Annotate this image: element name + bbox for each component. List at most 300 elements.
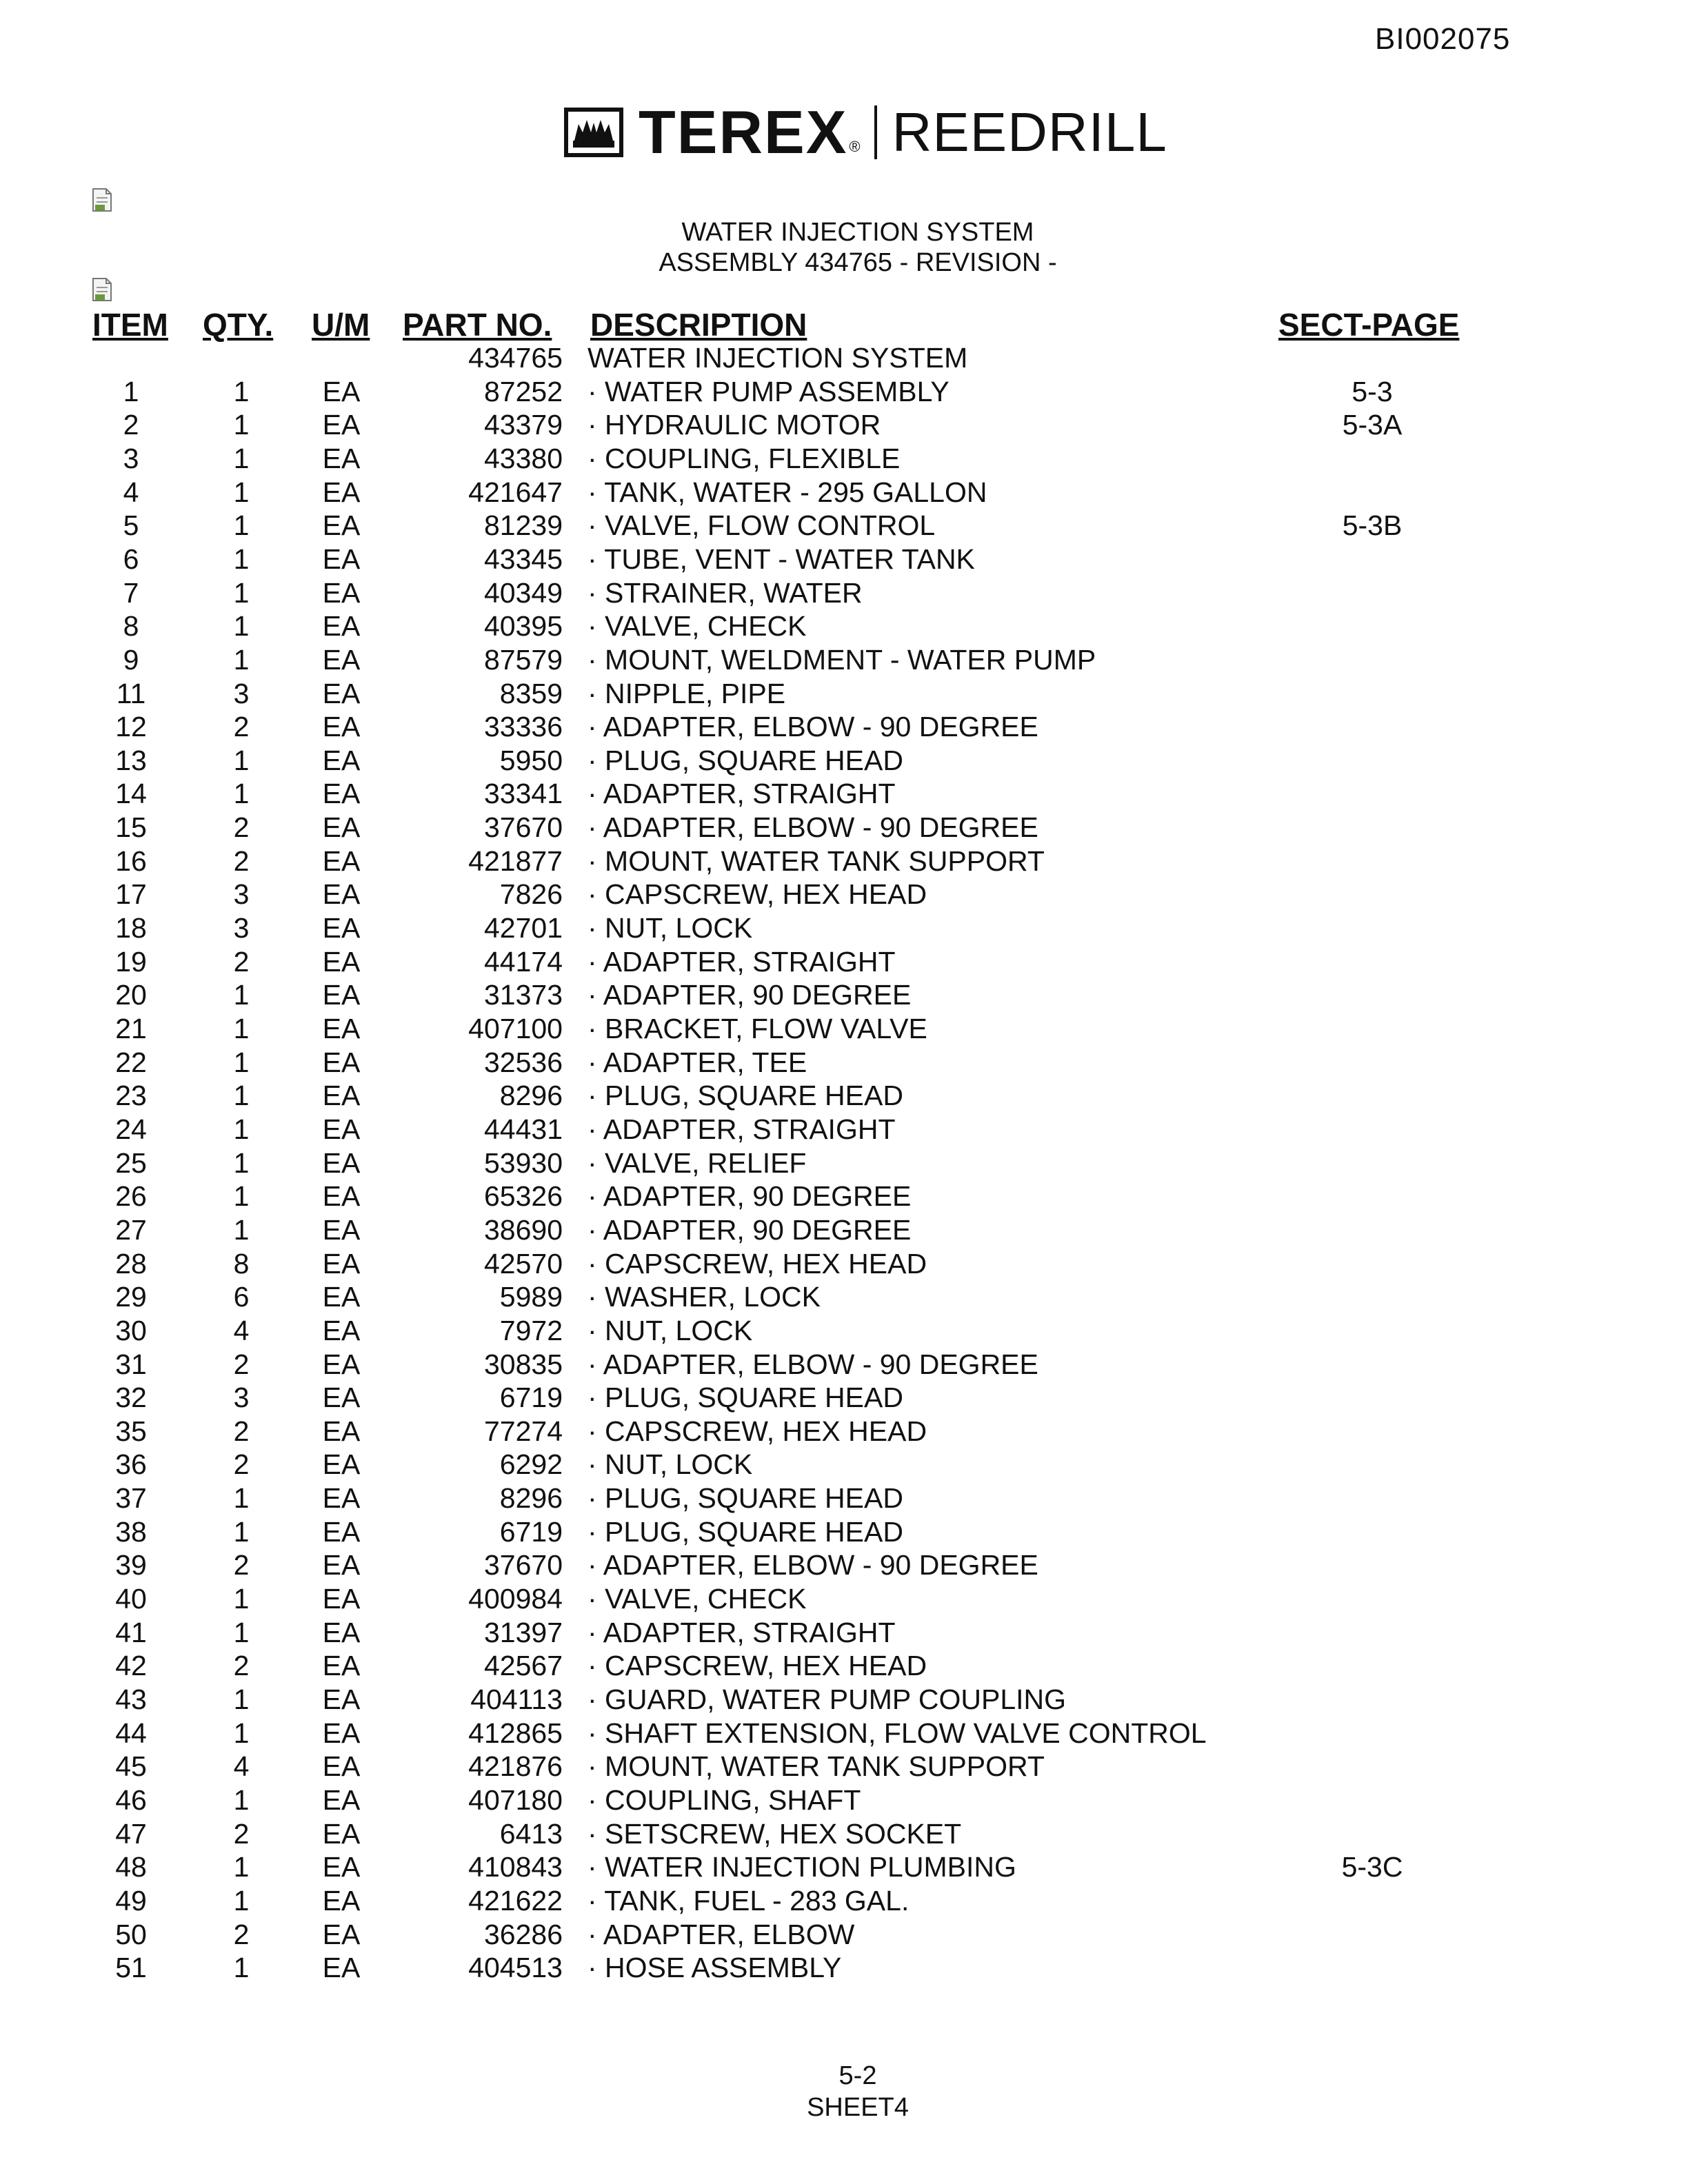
quantity: 1 <box>233 1784 250 1816</box>
item-number: 44 <box>115 1717 147 1749</box>
table-row <box>0 1919 1688 1952</box>
description: · MOUNT, WELDMENT - WATER PUMP <box>587 644 1096 676</box>
description: · ADAPTER, ELBOW - 90 DEGREE <box>587 711 1038 742</box>
description: · VALVE, RELIEF <box>587 1147 807 1179</box>
part-number: 81239 <box>483 509 563 541</box>
unit-of-measure: EA <box>322 1013 361 1044</box>
quantity: 3 <box>233 878 250 910</box>
description: · ADAPTER, 90 DEGREE <box>587 1180 912 1212</box>
part-number: 434765 <box>468 342 563 374</box>
unit-of-measure: EA <box>322 878 361 910</box>
description: · NUT, LOCK <box>587 912 753 944</box>
unit-of-measure: EA <box>322 610 361 642</box>
unit-of-measure: EA <box>322 1415 361 1447</box>
table-row <box>0 1448 1688 1482</box>
document-subtitle: ASSEMBLY 434765 - REVISION - <box>659 248 1057 277</box>
item-number: 15 <box>115 811 147 843</box>
sect-page: 5-3C <box>1341 1851 1403 1883</box>
quantity: 2 <box>233 1348 250 1380</box>
item-number: 51 <box>115 1952 147 1983</box>
part-number: 407100 <box>468 1013 563 1044</box>
unit-of-measure: EA <box>322 644 361 676</box>
description: · ADAPTER, ELBOW - 90 DEGREE <box>587 1348 1038 1380</box>
quantity: 1 <box>233 1113 250 1145</box>
item-number: 38 <box>115 1516 147 1548</box>
unit-of-measure: EA <box>322 1448 361 1480</box>
description: · VALVE, CHECK <box>587 1583 807 1615</box>
unit-of-measure: EA <box>322 1147 361 1179</box>
unit-of-measure: EA <box>322 678 361 709</box>
unit-of-measure: EA <box>322 1851 361 1883</box>
quantity: 1 <box>233 1180 250 1212</box>
quantity: 4 <box>233 1315 250 1346</box>
part-number: 53930 <box>483 1147 563 1179</box>
part-number: 421876 <box>468 1750 563 1782</box>
description: · WATER PUMP ASSEMBLY <box>587 376 950 407</box>
table-row <box>0 1650 1688 1684</box>
description: · TANK, WATER - 295 GALLON <box>587 476 987 508</box>
description: · WATER INJECTION PLUMBING <box>587 1851 1016 1883</box>
quantity: 1 <box>233 979 250 1011</box>
part-number: 40395 <box>483 610 563 642</box>
table-row <box>0 1549 1688 1583</box>
item-number: 26 <box>115 1180 147 1212</box>
unit-of-measure: EA <box>322 1885 361 1917</box>
table-row <box>0 1482 1688 1516</box>
item-number: 3 <box>123 443 139 474</box>
item-number: 24 <box>115 1113 147 1145</box>
part-number: 6719 <box>499 1516 563 1548</box>
quantity: 1 <box>233 778 250 809</box>
quantity: 2 <box>233 1549 250 1581</box>
quantity: 1 <box>233 509 250 541</box>
quantity: 1 <box>233 1046 250 1078</box>
part-number: 8296 <box>499 1482 563 1514</box>
unit-of-measure: EA <box>322 1080 361 1111</box>
quantity: 1 <box>233 376 250 407</box>
terex-reedrill-logo <box>564 98 1167 166</box>
table-row <box>0 1583 1688 1617</box>
description: · NUT, LOCK <box>587 1448 753 1480</box>
part-number: 407180 <box>468 1784 563 1816</box>
table-row <box>0 1046 1688 1080</box>
description: · CAPSCREW, HEX HEAD <box>587 1248 927 1280</box>
table-row <box>0 1818 1688 1852</box>
unit-of-measure: EA <box>322 1180 361 1212</box>
table-row <box>0 509 1688 543</box>
part-number: 31397 <box>483 1617 563 1648</box>
quantity: 1 <box>233 644 250 676</box>
item-number: 12 <box>115 711 147 742</box>
table-row <box>0 1784 1688 1818</box>
description: · HOSE ASSEMBLY <box>587 1952 842 1983</box>
unit-of-measure: EA <box>322 1750 361 1782</box>
unit-of-measure: EA <box>322 577 361 609</box>
table-row <box>0 476 1688 510</box>
unit-of-measure: EA <box>322 1046 361 1078</box>
quantity: 2 <box>233 1650 250 1681</box>
part-number: 404513 <box>468 1952 563 1983</box>
column-header-description: DESCRIPTION <box>590 307 807 343</box>
table-row <box>0 1717 1688 1751</box>
description: · TUBE, VENT - WATER TANK <box>587 543 975 575</box>
table-row <box>0 1516 1688 1550</box>
unit-of-measure: EA <box>322 1382 361 1413</box>
part-number: 5950 <box>499 745 563 776</box>
document-title: WATER INJECTION SYSTEM <box>681 218 1034 247</box>
part-number: 421877 <box>468 845 563 877</box>
item-number: 4 <box>123 476 139 508</box>
unit-of-measure: EA <box>322 376 361 407</box>
item-number: 25 <box>115 1147 147 1179</box>
description: · PLUG, SQUARE HEAD <box>587 1516 903 1548</box>
description: · ADAPTER, ELBOW <box>587 1919 855 1950</box>
item-number: 17 <box>115 878 147 910</box>
part-number: 30835 <box>483 1348 563 1380</box>
quantity: 1 <box>233 610 250 642</box>
quantity: 1 <box>233 443 250 474</box>
description: · MOUNT, WATER TANK SUPPORT <box>587 845 1045 877</box>
quantity: 3 <box>233 912 250 944</box>
item-number: 21 <box>115 1013 147 1044</box>
item-number: 5 <box>123 509 139 541</box>
description: · PLUG, SQUARE HEAD <box>587 1382 903 1413</box>
item-number: 6 <box>123 543 139 575</box>
unit-of-measure: EA <box>322 1248 361 1280</box>
unit-of-measure: EA <box>322 1684 361 1715</box>
table-row <box>0 1952 1688 1985</box>
description: · TANK, FUEL - 283 GAL. <box>587 1885 910 1917</box>
table-row <box>0 409 1688 443</box>
table-row <box>0 979 1688 1013</box>
part-number: 6413 <box>499 1818 563 1850</box>
table-row <box>0 577 1688 611</box>
unit-of-measure: EA <box>322 1281 361 1313</box>
table-row <box>0 1750 1688 1784</box>
quantity: 1 <box>233 1516 250 1548</box>
unit-of-measure: EA <box>322 1583 361 1615</box>
item-number: 1 <box>123 376 139 407</box>
description: · CAPSCREW, HEX HEAD <box>587 878 927 910</box>
table-row <box>0 845 1688 879</box>
item-number: 7 <box>123 577 139 609</box>
part-number: 6719 <box>499 1382 563 1413</box>
part-number: 400984 <box>468 1583 563 1615</box>
sect-page: 5-3A <box>1342 409 1403 441</box>
unit-of-measure: EA <box>322 1818 361 1850</box>
terex-emblem-icon <box>564 108 623 157</box>
item-number: 13 <box>115 745 147 776</box>
table-row <box>0 376 1688 410</box>
item-number: 41 <box>115 1617 147 1648</box>
table-row <box>0 342 1688 376</box>
quantity: 8 <box>233 1248 250 1280</box>
part-number: 43379 <box>483 409 563 441</box>
unit-of-measure: EA <box>322 1516 361 1548</box>
part-number: 412865 <box>468 1717 563 1749</box>
unit-of-measure: EA <box>322 1617 361 1648</box>
sect-page: 5-3 <box>1352 376 1393 407</box>
table-row <box>0 543 1688 577</box>
quantity: 1 <box>233 1013 250 1044</box>
table-row <box>0 1382 1688 1415</box>
part-number: 37670 <box>483 1549 563 1581</box>
item-number: 37 <box>115 1482 147 1514</box>
description: · MOUNT, WATER TANK SUPPORT <box>587 1750 1045 1782</box>
unit-of-measure: EA <box>322 543 361 575</box>
quantity: 1 <box>233 1080 250 1111</box>
description: · VALVE, CHECK <box>587 610 807 642</box>
table-row <box>0 610 1688 644</box>
sheet-label: SHEET4 <box>807 2093 909 2122</box>
table-row <box>0 1617 1688 1650</box>
table-row <box>0 678 1688 711</box>
item-number: 14 <box>115 778 147 809</box>
part-number: 42701 <box>483 912 563 944</box>
item-number: 36 <box>115 1448 147 1480</box>
item-number: 35 <box>115 1415 147 1447</box>
item-number: 31 <box>115 1348 147 1380</box>
unit-of-measure: EA <box>322 1113 361 1145</box>
part-number: 37670 <box>483 811 563 843</box>
unit-of-measure: EA <box>322 1214 361 1246</box>
quantity: 2 <box>233 845 250 877</box>
table-row <box>0 1214 1688 1248</box>
document-icon[interactable] <box>91 188 113 212</box>
part-number: 7972 <box>499 1315 563 1346</box>
table-row <box>0 1315 1688 1348</box>
unit-of-measure: EA <box>322 1784 361 1816</box>
table-row <box>0 1147 1688 1181</box>
description: · ADAPTER, STRAIGHT <box>587 946 896 978</box>
unit-of-measure: EA <box>322 1482 361 1514</box>
table-row <box>0 1180 1688 1214</box>
part-number: 42567 <box>483 1650 563 1681</box>
item-number: 9 <box>123 644 139 676</box>
item-number: 42 <box>115 1650 147 1681</box>
part-number: 5989 <box>499 1281 563 1313</box>
part-number: 42570 <box>483 1248 563 1280</box>
table-row <box>0 1415 1688 1449</box>
description: · ADAPTER, TEE <box>587 1046 807 1078</box>
quantity: 1 <box>233 745 250 776</box>
item-number: 23 <box>115 1080 147 1111</box>
part-number: 33336 <box>483 711 563 742</box>
description: · WASHER, LOCK <box>587 1281 821 1313</box>
quantity: 1 <box>233 1214 250 1246</box>
item-number: 49 <box>115 1885 147 1917</box>
unit-of-measure: EA <box>322 979 361 1011</box>
part-number: 421647 <box>468 476 563 508</box>
table-row <box>0 778 1688 811</box>
quantity: 1 <box>233 543 250 575</box>
quantity: 1 <box>233 1147 250 1179</box>
part-number: 7826 <box>499 878 563 910</box>
quantity: 1 <box>233 1885 250 1917</box>
unit-of-measure: EA <box>322 509 361 541</box>
item-number: 30 <box>115 1315 147 1346</box>
quantity: 2 <box>233 1919 250 1950</box>
table-row <box>0 1851 1688 1885</box>
part-number: 33341 <box>483 778 563 809</box>
unit-of-measure: EA <box>322 1348 361 1380</box>
part-number: 421622 <box>468 1885 563 1917</box>
unit-of-measure: EA <box>322 1549 361 1581</box>
item-number: 18 <box>115 912 147 944</box>
description: · PLUG, SQUARE HEAD <box>587 1080 903 1111</box>
quantity: 1 <box>233 1617 250 1648</box>
quantity: 2 <box>233 1415 250 1447</box>
part-number: 410843 <box>468 1851 563 1883</box>
unit-of-measure: EA <box>322 811 361 843</box>
quantity: 1 <box>233 476 250 508</box>
table-row <box>0 912 1688 946</box>
page-number: 5-2 <box>838 2061 877 2090</box>
part-number: 8296 <box>499 1080 563 1111</box>
item-number: 45 <box>115 1750 147 1782</box>
item-number: 32 <box>115 1382 147 1413</box>
item-number: 39 <box>115 1549 147 1581</box>
item-number: 20 <box>115 979 147 1011</box>
description: · GUARD, WATER PUMP COUPLING <box>587 1684 1067 1715</box>
description: · COUPLING, FLEXIBLE <box>587 443 901 474</box>
item-number: 27 <box>115 1214 147 1246</box>
item-number: 19 <box>115 946 147 978</box>
description: · ADAPTER, STRAIGHT <box>587 1113 896 1145</box>
item-number: 48 <box>115 1851 147 1883</box>
table-row <box>0 1013 1688 1046</box>
unit-of-measure: EA <box>322 845 361 877</box>
unit-of-measure: EA <box>322 745 361 776</box>
logo-brand: TEREX <box>639 98 848 166</box>
unit-of-measure: EA <box>322 1315 361 1346</box>
table-row <box>0 1348 1688 1382</box>
logo-product: REEDRILL <box>892 101 1167 163</box>
document-icon[interactable] <box>91 277 113 302</box>
description: · SHAFT EXTENSION, FLOW VALVE CONTROL <box>587 1717 1207 1749</box>
quantity: 1 <box>233 1684 250 1715</box>
part-number: 31373 <box>483 979 563 1011</box>
part-number: 8359 <box>499 678 563 709</box>
description: WATER INJECTION SYSTEM <box>587 342 968 374</box>
part-number: 40349 <box>483 577 563 609</box>
table-row <box>0 644 1688 678</box>
quantity: 1 <box>233 1851 250 1883</box>
unit-of-measure: EA <box>322 711 361 742</box>
table-row <box>0 946 1688 980</box>
item-number: 16 <box>115 845 147 877</box>
item-number: 11 <box>116 678 146 709</box>
column-header-part-no: PART NO. <box>403 307 552 343</box>
item-number: 2 <box>123 409 139 441</box>
description: · ADAPTER, 90 DEGREE <box>587 979 912 1011</box>
logo-divider <box>874 105 877 159</box>
description: · ADAPTER, ELBOW - 90 DEGREE <box>587 811 1038 843</box>
item-number: 29 <box>115 1281 147 1313</box>
part-number: 43380 <box>483 443 563 474</box>
description: · NIPPLE, PIPE <box>587 678 786 709</box>
unit-of-measure: EA <box>322 1919 361 1950</box>
description: · COUPLING, SHAFT <box>587 1784 861 1816</box>
unit-of-measure: EA <box>322 778 361 809</box>
unit-of-measure: EA <box>322 946 361 978</box>
part-number: 77274 <box>483 1415 563 1447</box>
column-header-um: U/M <box>312 307 370 343</box>
quantity: 6 <box>233 1281 250 1313</box>
part-number: 404113 <box>470 1684 563 1715</box>
table-row <box>0 1113 1688 1147</box>
quantity: 2 <box>233 1448 250 1480</box>
part-number: 38690 <box>483 1214 563 1246</box>
quantity: 1 <box>233 409 250 441</box>
item-number: 46 <box>115 1784 147 1816</box>
item-number: 43 <box>115 1684 147 1715</box>
table-row <box>0 1248 1688 1282</box>
description: · NUT, LOCK <box>587 1315 753 1346</box>
table-row <box>0 1885 1688 1919</box>
item-number: 40 <box>115 1583 147 1615</box>
description: · PLUG, SQUARE HEAD <box>587 745 903 776</box>
description: · BRACKET, FLOW VALVE <box>587 1013 927 1044</box>
quantity: 1 <box>233 577 250 609</box>
description: · PLUG, SQUARE HEAD <box>587 1482 903 1514</box>
description: · STRAINER, WATER <box>587 577 863 609</box>
quantity: 2 <box>233 711 250 742</box>
quantity: 2 <box>233 1818 250 1850</box>
logo-registered: ® <box>849 138 861 155</box>
part-number: 44431 <box>483 1113 563 1145</box>
unit-of-measure: EA <box>322 912 361 944</box>
description: · ADAPTER, STRAIGHT <box>587 778 896 809</box>
table-row <box>0 711 1688 745</box>
quantity: 4 <box>233 1750 250 1782</box>
part-number: 6292 <box>499 1448 563 1480</box>
quantity: 3 <box>233 678 250 709</box>
table-row <box>0 1281 1688 1315</box>
column-header-sect-page: SECT-PAGE <box>1278 307 1460 343</box>
quantity: 2 <box>233 946 250 978</box>
table-row <box>0 878 1688 912</box>
part-number: 65326 <box>483 1180 563 1212</box>
description: · VALVE, FLOW CONTROL <box>587 509 936 541</box>
quantity: 2 <box>233 811 250 843</box>
column-header-item: ITEM <box>92 307 168 343</box>
column-header-qty: QTY. <box>203 307 274 343</box>
item-number: 22 <box>115 1046 147 1078</box>
description: · CAPSCREW, HEX HEAD <box>587 1415 927 1447</box>
document-id: BI002075 <box>1375 22 1511 56</box>
description: · SETSCREW, HEX SOCKET <box>587 1818 962 1850</box>
table-row <box>0 443 1688 476</box>
unit-of-measure: EA <box>322 409 361 441</box>
table-row <box>0 811 1688 845</box>
sect-page: 5-3B <box>1342 509 1403 541</box>
table-row <box>0 1080 1688 1113</box>
quantity: 1 <box>233 1583 250 1615</box>
part-number: 43345 <box>483 543 563 575</box>
description: · CAPSCREW, HEX HEAD <box>587 1650 927 1681</box>
unit-of-measure: EA <box>322 443 361 474</box>
unit-of-measure: EA <box>322 1952 361 1983</box>
unit-of-measure: EA <box>322 1717 361 1749</box>
unit-of-measure: EA <box>322 1650 361 1681</box>
item-number: 47 <box>115 1818 147 1850</box>
part-number: 44174 <box>483 946 563 978</box>
description: · ADAPTER, ELBOW - 90 DEGREE <box>587 1549 1038 1581</box>
part-number: 87579 <box>483 644 563 676</box>
part-number: 87252 <box>483 376 563 407</box>
table-row <box>0 745 1688 778</box>
